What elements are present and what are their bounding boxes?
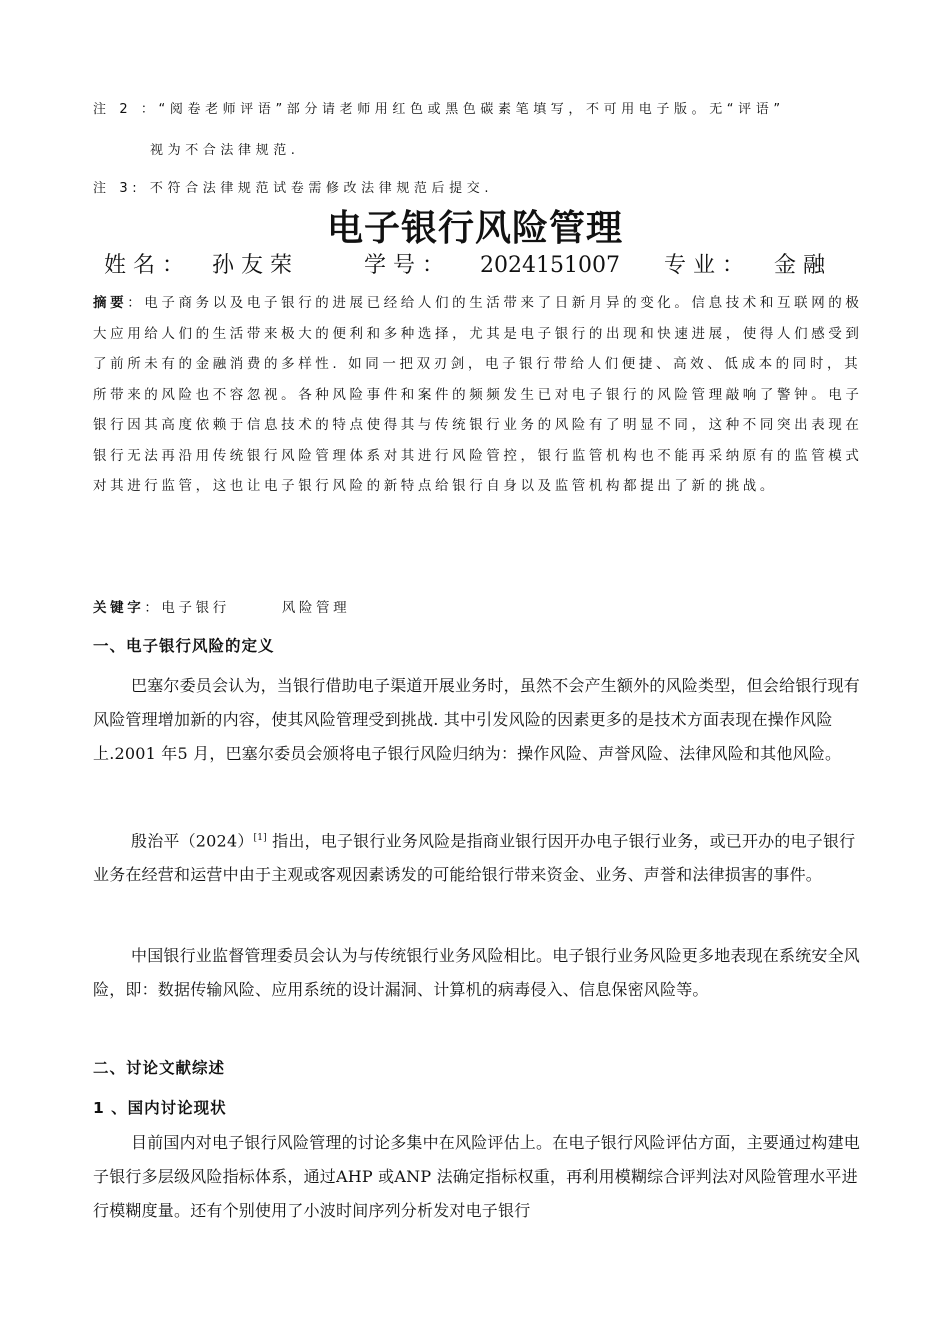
paragraph-2-body: 指出，电子银行业务风险是指商业银行因开办电子银行业务，或已开办的电子银行业务在经营和运营中由于主观或客观因素诱发的可能给银行带来资金、业务、声誉和法律损害的事件。 — [93, 831, 856, 885]
student-id-value: 2024151007 — [480, 253, 620, 278]
paragraph-2-lead: 殷治平（2024） — [131, 831, 254, 851]
section-1-paragraph-3: 中国银行业监督管理委员会认为与传统银行业务风险相比。电子银行业务风险更多地表现在系统安全风险，即：数据传输风险、应用系统的设计漏洞、计算机的病毒侵入、信息保密风险等。 — [93, 946, 861, 999]
section-2-1-paragraph-1: 目前国内对电子银行风险管理的讨论多集中在风险评估上。在电子银行风险评估方面，主要通过构建电子银行多层级风险指标体系，通过AHP 或ANP 法确定指标权重，再利用模糊综合评判法对风险管理水平进行模糊度量。还有个别使用了小波时间序列分析发对电子银行 — [93, 1133, 861, 1220]
keywords-colon: ： — [144, 600, 162, 616]
section-1-paragraph-2 — [93, 821, 863, 892]
abstract-text: ：电子商务以及电子银行的进展已经给人们的生活带来了日新月异的变化。信息技术和互联网的极大应用给人们的生活带来极大的便利和多种选择，尤其是电子银行的出现和快速进展，使得人们感受到了前所未有的金融消费的多样性. 如同一把双刃剑，电子银行带给人们便捷、高效、低成本的同时，其所带来的风险也不容忽视。各种风险事件和案件的频频发生已对电子银行的风险管理敲响了警钟。电子银行因其高度依赖于信息技术的特点使得其与传统银行业务的风险有了明显不同，这种不同突出表现在银行无法再沿用传统银行风险管理体系对其进行风险管控，银行监管机构也不能再采纳原有的监管模式对其进行监管，这也让电子银行风险的新特点给银行自身以及监管机构都提出了新的挑战。 — [93, 295, 863, 494]
keywords-label: 关键字 — [93, 600, 145, 616]
section-1-paragraph-1: 巴塞尔委员会认为，当银行借助电子渠道开展业务时，虽然不会产生额外的风险类型，但会给银行现有风险管理增加新的内容，使其风险管理受到挑战. 其中引发风险的因素更多的是技术方面表现在操作风险上.2001 年5 月，巴塞尔委员会颁将电子银行风险归纳为：操作风险、声誉风险、法律风险和其他风险。 — [93, 676, 861, 763]
section-1-heading: 一、电子银行风险的定义 — [93, 637, 275, 655]
note-2-line-2: 视为不合法律规范. — [150, 143, 300, 158]
name-value: 孙 友 荣 — [212, 253, 292, 278]
major-label: 专 业 ： — [663, 253, 744, 278]
author-info — [104, 248, 825, 279]
name-label: 姓 名 ： — [104, 253, 184, 278]
keyword-2: 风险管理 — [281, 600, 351, 616]
section-2-1-heading: 1 、国内讨论现状 — [93, 1099, 227, 1117]
document-title: 电子银行风险管理 — [326, 208, 623, 249]
citation-reference[interactable]: [1] — [253, 833, 267, 843]
major-value: 金 融 — [773, 253, 825, 278]
keyword-1: 电子银行 — [161, 600, 230, 616]
abstract — [93, 288, 863, 502]
abstract-label: 摘要 — [93, 295, 128, 311]
keywords — [93, 596, 350, 616]
student-id-label: 学 号 ： — [364, 253, 444, 278]
note-3: 注 3: 不符合法律规范试卷需修改法律规范后提交. — [93, 181, 494, 196]
section-2-heading: 二、讨论文献综述 — [93, 1059, 226, 1077]
note-2-line-1: 注 2 ：“阅卷老师评语”部分请老师用红色或黑色碳素笔填写，不可用电子版。无“评语” — [93, 102, 785, 117]
